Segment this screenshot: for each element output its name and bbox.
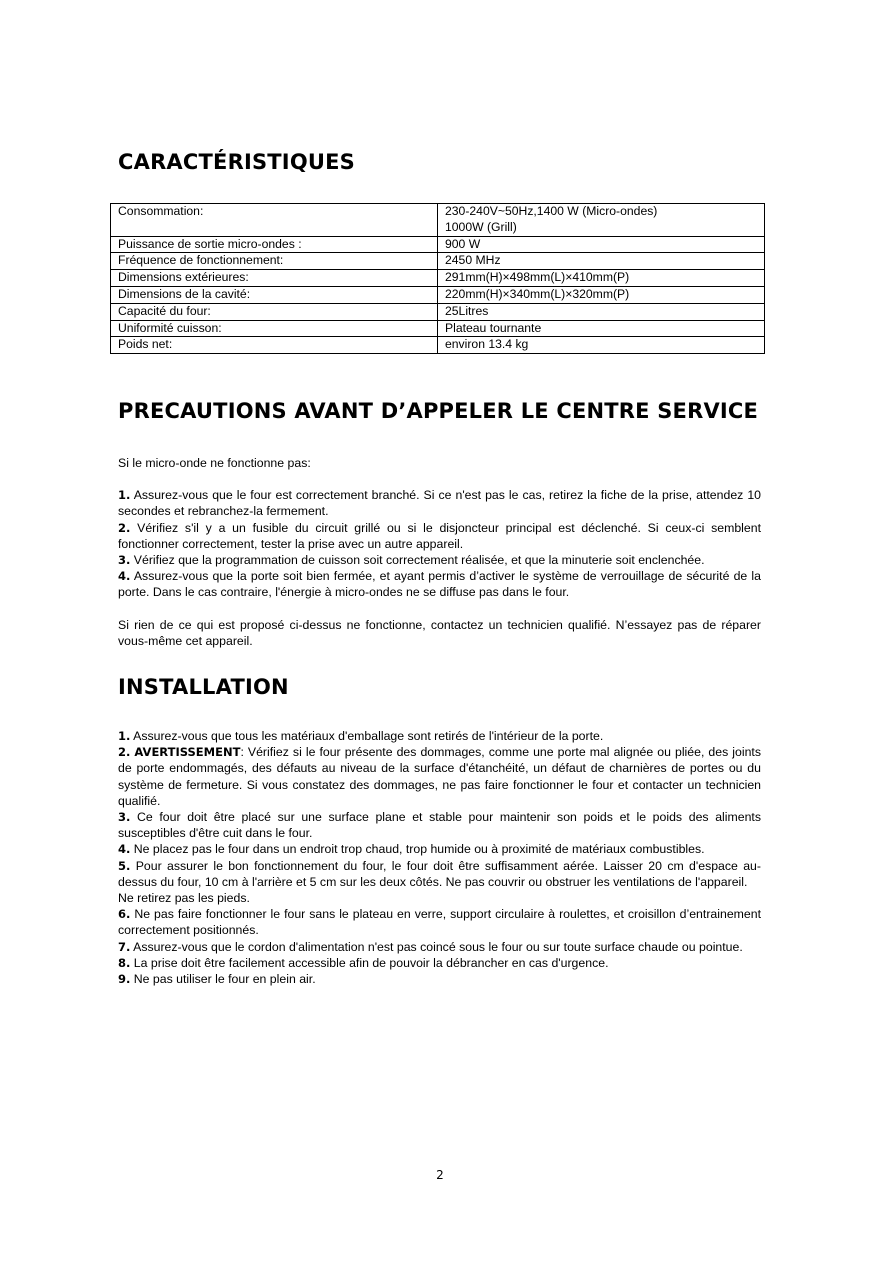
item-text: Ne pas faire fonctionner le four sans le plateau en verre, support circulaire à roulettes, et croisillon d’entrainement correctement positionnés.: [118, 907, 761, 938]
item-text: Assurez-vous que tous les matériaux d'emballage sont retirés de l'intérieur de la porte.: [130, 729, 604, 743]
spec-label: Dimensions extérieures:: [111, 270, 438, 287]
item-text: Ce four doit être placé sur une surface plane et stable pour maintenir son poids et le poids des aliments susceptibles d'être cuit dans le four.: [118, 810, 761, 841]
item-number: 3.: [118, 810, 131, 825]
list-item: [118, 906, 761, 938]
list-item: [118, 568, 761, 600]
item-text: La prise doit être facilement accessible afin de pouvoir la débrancher en cas d'urgence.: [130, 955, 609, 970]
specs-table: [110, 203, 765, 354]
item-number: 4.: [118, 569, 131, 584]
spec-value: [438, 204, 765, 237]
table-row: [111, 303, 765, 320]
spec-label: Poids net:: [111, 337, 438, 354]
item-text: Ne placez pas le four dans un endroit trop chaud, trop humide ou à proximité de matériaux combustibles.: [130, 842, 705, 857]
table-row: [111, 337, 765, 354]
item-number: 5.: [118, 858, 131, 873]
precautions-heading: PRECAUTIONS AVANT D’APPELER LE CENTRE SERVICE: [118, 399, 759, 423]
item-number: 9.: [118, 972, 131, 987]
spec-value: 291mm(H)×498mm(L)×410mm(P): [438, 270, 765, 287]
item-text: Ne pas utiliser le four en plein air.: [130, 972, 316, 987]
list-item: [118, 552, 761, 568]
list-item: [118, 728, 761, 744]
precautions-intro: Si le micro-onde ne fonctionne pas:: [118, 456, 311, 470]
item-number: 1.: [118, 729, 131, 743]
spec-value: 2450 MHz: [438, 253, 765, 270]
spec-label: Fréquence de fonctionnement:: [111, 253, 438, 270]
item-number: 7.: [118, 939, 131, 954]
page-number: 2: [436, 1168, 444, 1182]
list-item: [118, 955, 761, 971]
list-item: [118, 487, 761, 519]
item-text: : Vérifiez si le four présente des dommages, comme une porte mal alignée ou pliée, des joints de porte endommagés, des défauts au niveau de la surface d'étanchéité, un défaut de charnières de portes ou du système de fermeture. Si vous constatez des dommages, ne pas faire fonctionner le four et contacter un technicien qualifié.: [118, 745, 761, 808]
spec-value: environ 13.4 kg: [438, 337, 765, 354]
item-text: Vérifiez que la programmation de cuisson soit correctement réalisée, et que la minuterie soit enclenchée.: [130, 553, 705, 568]
item-number: 6.: [118, 907, 131, 922]
list-item: [118, 520, 761, 552]
table-row: [111, 270, 765, 287]
precautions-closing: Si rien de ce qui est proposé ci-dessus ne fonctionne, contactez un technicien qualifié. N’essayez pas de réparer vous-même cet appareil.: [118, 617, 761, 648]
installation-body: [118, 728, 761, 987]
warning-label: AVERTISSEMENT: [134, 745, 241, 760]
spec-value-line: 230-240V~50Hz,1400 W (Micro-ondes): [445, 204, 658, 218]
list-item: [118, 809, 761, 841]
precautions-body: [118, 455, 761, 649]
item-number: 1.: [118, 488, 131, 503]
item-text: Assurez-vous que la porte soit bien fermée, et ayant permis d’activer le système de verrouillage de sécurité de la porte. Dans le cas contraire, l'énergie à micro-ondes ne se diffuse pas dans le four.: [118, 569, 761, 600]
spec-value: 220mm(H)×340mm(L)×320mm(P): [438, 286, 765, 303]
table-row: [111, 286, 765, 303]
spec-label: Consommation:: [111, 204, 438, 237]
spec-label: Dimensions de la cavité:: [111, 286, 438, 303]
spec-value: 900 W: [438, 236, 765, 253]
spec-value-line: 1000W (Grill): [445, 219, 517, 234]
list-item: [118, 744, 761, 809]
spec-label: Puissance de sortie micro-ondes :: [111, 236, 438, 253]
item-number: 2.: [118, 745, 131, 760]
list-item: [118, 858, 761, 890]
table-row: [111, 253, 765, 270]
table-row: [111, 236, 765, 253]
feet-note: Ne retirez pas les pieds.: [118, 891, 250, 906]
item-text: Assurez-vous que le four est correctement branché. Si ce n'est pas le cas, retirez la fiche de la prise, attendez 10 secondes et rebranchez-la fermement.: [118, 488, 761, 519]
list-item: [118, 939, 761, 955]
item-number: 2.: [118, 520, 131, 535]
table-row: [111, 204, 765, 237]
installation-heading: INSTALLATION: [118, 675, 289, 699]
spec-value: 25Litres: [438, 303, 765, 320]
item-text: Assurez-vous que le cordon d'alimentation n'est pas coincé sous le four ou sur toute surface chaude ou pointue.: [130, 939, 743, 954]
item-number: 8.: [118, 955, 131, 970]
spec-value: Plateau tournante: [438, 320, 765, 337]
item-text: Vérifiez s'il y a un fusible du circuit grillé ou si le disjoncteur principal est déclenché. Si ceux-ci semblent fonctionner correctement, tester la prise avec un autre appareil.: [118, 520, 761, 551]
item-text: Pour assurer le bon fonctionnement du four, le four doit être suffisamment aérée. Laisser 20 cm d'espace au-dessus du four, 10 cm à l'arrière et 5 cm sur les deux côtés. Ne pas couvrir ou obstruer les ventilations de l'appareil.: [118, 858, 761, 889]
item-number: 4.: [118, 842, 131, 857]
spec-label: Capacité du four:: [111, 303, 438, 320]
item-number: 3.: [118, 553, 131, 568]
list-item: [118, 971, 761, 987]
specs-heading: CARACTÉRISTIQUES: [118, 150, 355, 174]
spec-label: Uniformité cuisson:: [111, 320, 438, 337]
list-item: [118, 841, 761, 857]
table-row: [111, 320, 765, 337]
